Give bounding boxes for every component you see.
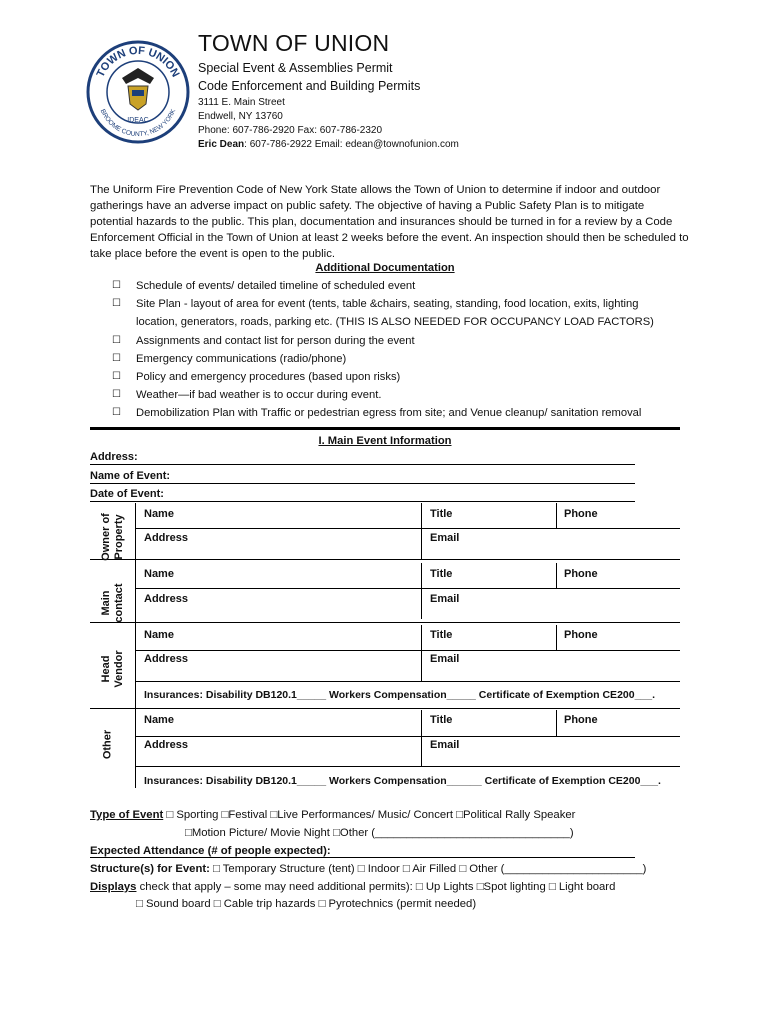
main-title-field[interactable]: Title [430, 568, 453, 580]
doc-item [112, 404, 654, 422]
seal-center-text: IDEAC [127, 117, 149, 124]
structure-options[interactable]: □ Temporary Structure (tent) □ Indoor □ Air Filled □ Other (______________________) [209, 863, 647, 875]
structure-row [90, 863, 646, 875]
col-divider [556, 710, 557, 736]
owner-address-field[interactable]: Address [144, 532, 189, 544]
vendor-insurances[interactable]: Insurances: Disability DB120.1_____ Workers Compensation_____ Certificate of Exemption CE200___. [144, 689, 656, 701]
other-title-field[interactable]: Title [430, 714, 453, 726]
address-city: Endwell, NY 13760 [198, 111, 283, 122]
main-name-field[interactable]: Name [144, 568, 174, 580]
address-street: 3111 E. Main Street [198, 97, 285, 108]
other-label: Other [101, 729, 114, 760]
checkbox[interactable]: ☐ [112, 371, 121, 383]
type-of-event-options-2[interactable]: □Motion Picture/ Movie Night □Other (_______________________________) [185, 827, 574, 839]
vendor-email-field[interactable]: Email [430, 653, 460, 665]
doc-item-label: Assignments and contact list for person during the event [136, 334, 415, 347]
other-address-field[interactable]: Address [144, 739, 189, 751]
checkbox[interactable]: ☐ [112, 407, 121, 419]
row-divider [135, 766, 680, 767]
main-info-title: I. Main Event Information [318, 435, 452, 447]
doc-item-label: Emergency communications (radio/phone) [136, 352, 347, 365]
doc-item [112, 295, 654, 313]
doc-item [112, 350, 654, 368]
table-left-border [135, 503, 136, 788]
page-title: TOWN OF UNION [198, 30, 390, 56]
col-divider [421, 503, 422, 559]
checkbox[interactable]: ☐ [112, 298, 121, 310]
other-insurances[interactable]: Insurances: Disability DB120.1_____ Workers Compensation______ Certificate of Exemption CE200___. [144, 775, 661, 787]
intro-paragraph: The Uniform Fire Prevention Code of New York State allows the Town of Union to determine if indoor and outdoor gatherings have an adverse impact on public safety. The objective of having a Public Safety Plan is to mitigate potential hazards to the public. This plan, documentation and insurances should be turned in for a review by a Code Enforcement Official in the Town of Union at least 2 weeks before the event. An inspection should then be scheduled to take place before the event is open to the public. [90, 184, 689, 260]
owner-email-field[interactable]: Email [430, 532, 460, 544]
subtitle-permit: Special Event & Assemblies Permit [198, 61, 393, 75]
displays-options-2[interactable]: □ Sound board □ Cable trip hazards □ Pyrotechnics (permit needed) [136, 898, 477, 910]
doc-item [112, 332, 654, 350]
other-email-field[interactable]: Email [430, 739, 460, 751]
head-vendor-label: Head Vendor [100, 650, 125, 688]
type-of-event-options[interactable]: □ Sporting □Festival □Live Performances/ Music/ Concert □Political Rally Speaker [163, 809, 576, 821]
doc-item [112, 368, 654, 386]
type-of-event-label: Type of Event [90, 809, 164, 821]
displays-label: Displays [90, 881, 137, 893]
doc-item-label: location, generators, roads, parking etc. (THIS IS ALSO NEEDED FOR OCCUPANCY LOAD FACTORS) [136, 316, 654, 329]
doc-item-label: Demobilization Plan with Traffic or pedestrian egress from site; and Venue cleanup/ sanitation removal [136, 407, 642, 420]
row-divider [90, 708, 680, 709]
col-divider [421, 710, 422, 766]
checkbox[interactable]: ☐ [112, 352, 121, 364]
row-divider [135, 528, 680, 529]
doc-item-label: Policy and emergency procedures (based upon risks) [136, 371, 401, 384]
main-phone-field[interactable]: Phone [564, 568, 598, 580]
other-phone-field[interactable]: Phone [564, 714, 598, 726]
town-seal-logo [86, 40, 190, 144]
address-field[interactable]: Address: [90, 451, 635, 465]
vendor-title-field[interactable]: Title [430, 629, 453, 641]
owner-label: Owner of Property [100, 513, 125, 561]
col-divider [421, 563, 422, 619]
doc-item [112, 386, 654, 404]
row-divider [90, 622, 680, 623]
row-divider [135, 650, 680, 651]
contact-line [198, 139, 459, 150]
owner-phone-field[interactable]: Phone [564, 508, 598, 520]
main-email-field[interactable]: Email [430, 593, 460, 605]
structure-label: Structure(s) for Event: [90, 863, 210, 875]
doc-item-continued [112, 313, 654, 331]
col-divider [556, 563, 557, 589]
owner-name-field[interactable]: Name [144, 508, 174, 520]
owner-title-field[interactable]: Title [430, 508, 453, 520]
main-address-field[interactable]: Address [144, 593, 189, 605]
row-divider [90, 559, 680, 560]
contact-details: : 607-786-2922 Email: edean@townofunion.com [244, 139, 459, 150]
event-date-field[interactable]: Date of Event: [90, 488, 635, 502]
additional-doc-list [112, 277, 654, 423]
seal-top-text: TOWN OF UNION [94, 44, 182, 80]
col-divider [421, 625, 422, 681]
row-divider [135, 736, 680, 737]
subtitle-department: Code Enforcement and Building Permits [198, 79, 421, 93]
contact-name: Eric Dean [198, 139, 245, 150]
checkbox[interactable]: ☐ [112, 389, 121, 401]
row-divider [135, 681, 680, 682]
doc-item-label: Schedule of events/ detailed timeline of scheduled event [136, 280, 416, 292]
displays-options[interactable]: check that apply – some may need additional permits): □ Up Lights □Spot lighting □ Light board [136, 881, 616, 893]
event-name-field[interactable]: Name of Event: [90, 470, 635, 484]
doc-item-label: Site Plan - layout of area for event (tents, table &chairs, seating, standing, food location, exits, lighting [136, 298, 639, 311]
row-divider [135, 588, 680, 589]
vendor-phone-field[interactable]: Phone [564, 629, 598, 641]
doc-item-label: Weather—if bad weather is to occur during event. [136, 389, 382, 402]
section-divider [90, 427, 680, 430]
vendor-address-field[interactable]: Address [144, 653, 189, 665]
displays-row [90, 881, 615, 893]
phone-fax: Phone: 607-786-2920 Fax: 607-786-2320 [198, 125, 383, 136]
additional-doc-title: Additional Documentation [315, 262, 455, 274]
checkbox[interactable]: ☐ [112, 280, 121, 291]
other-name-field[interactable]: Name [144, 714, 174, 726]
expected-attendance-field[interactable]: Expected Attendance (# of people expected): [90, 845, 635, 858]
col-divider [556, 625, 557, 651]
seal-bottom-text: BROOME COUNTY, NEW YORK [98, 108, 178, 139]
doc-item [112, 277, 654, 295]
col-divider [556, 503, 557, 529]
vendor-name-field[interactable]: Name [144, 629, 174, 641]
type-of-event-row [90, 809, 575, 821]
main-contact-label: Main contact [100, 583, 125, 623]
checkbox[interactable]: ☐ [112, 334, 121, 346]
